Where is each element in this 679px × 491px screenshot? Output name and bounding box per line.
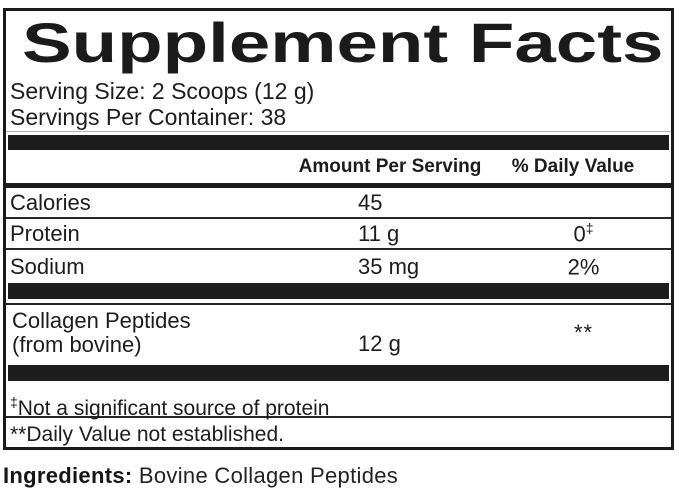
nutrient-amount: 45 [358, 189, 383, 215]
ingredients-line [3, 463, 398, 489]
nutrient-name: Calories [10, 189, 91, 215]
nutrient-row-protein [6, 219, 671, 250]
nutrient-name: Collagen Peptides (from bovine) [12, 308, 191, 357]
separator-bar-bottom [8, 365, 669, 381]
serving-size: Serving Size: 2 Scoops (12 g) [10, 78, 315, 104]
nutrient-row-calories [6, 188, 671, 219]
footnote-daily-value: **Daily Value not established. [10, 423, 284, 446]
nutrient-amount: 12 g [358, 331, 401, 356]
ingredients-label: Ingredients: [3, 463, 133, 488]
panel-title: Supplement Facts [21, 11, 664, 74]
footnote-protein: ‡Not a significant source of protein [6, 381, 671, 418]
footnote-marker: ‡ [10, 394, 18, 410]
nutrient-name: Protein [10, 220, 80, 246]
nutrient-name: Sodium [10, 253, 85, 279]
nutrient-daily-value: 2% [567, 254, 600, 280]
column-header-daily-value: % Daily Value [511, 155, 635, 177]
nutrient-amount: 35 mg [358, 253, 420, 279]
divider-hairline [6, 131, 671, 132]
nutrient-row-collagen-peptides [6, 305, 671, 361]
servings-per-container: Servings Per Container: 38 [10, 104, 287, 130]
ingredients-text: Bovine Collagen Peptides [132, 463, 399, 488]
footnote-marker: ** [10, 423, 27, 446]
separator-bar-middle [8, 283, 669, 299]
nutrient-amount: 11 g [358, 220, 400, 246]
nutrient-daily-value: 0‡ [573, 219, 594, 247]
nutrient-row-sodium [6, 250, 671, 283]
supplement-facts-panel [3, 8, 674, 450]
nutrient-daily-value: ** [573, 320, 594, 345]
separator-bar-top [8, 135, 669, 150]
column-header-row [6, 150, 671, 183]
column-header-amount: Amount Per Serving [298, 155, 482, 177]
